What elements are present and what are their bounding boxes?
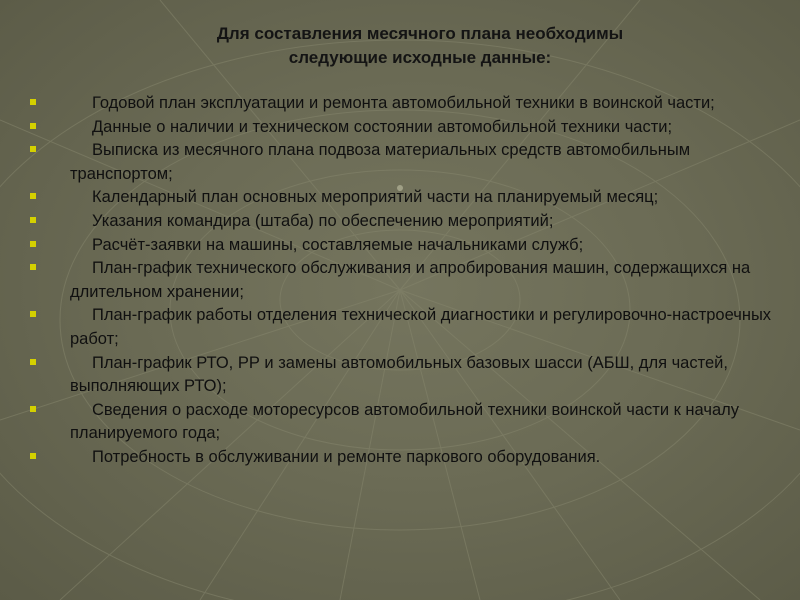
slide-title-line-1: Для составления месячного плана необходимы: [216, 24, 624, 43]
bullet-square-icon: [30, 453, 36, 459]
bullet-square-icon: [30, 123, 36, 129]
list-item-text: Указания командира (штаба) по обеспечению мероприятий;: [92, 211, 554, 230]
list-item-text: Выписка из месячного плана подвоза материальных средств автомобильным транспортом;: [70, 141, 691, 183]
list-item-text: Сведения о расходе моторесурсов автомобильной техники воинской части к началу планируемого года;: [70, 400, 739, 443]
list-item: [30, 304, 775, 351]
bullet-square-icon: [30, 217, 36, 223]
list-item: [30, 399, 775, 446]
bullet-square-icon: [30, 99, 36, 105]
slide-title-line-2: следующие исходные данные:: [288, 48, 552, 67]
list-item: [30, 139, 775, 186]
list-item: [30, 234, 775, 258]
list-item-text: План-график РТО, РР и замены автомобильных базовых шасси (АБШ, для частей, выполняющих РТО);: [70, 353, 728, 396]
bullet-square-icon: [30, 241, 36, 247]
list-item: [30, 186, 775, 210]
bullet-square-icon: [30, 311, 36, 317]
list-item-text: Данные о наличии и техническом состоянии автомобильной техники части;: [92, 117, 673, 136]
bullet-square-icon: [30, 264, 36, 270]
list-item-text: План-график технического обслуживания и апробирования машин, содержащихся на длительном хранении;: [70, 259, 751, 301]
list-item: [30, 92, 775, 116]
list-item-text: Расчёт-заявки на машины, составляемые начальниками служб;: [92, 235, 584, 254]
bullet-square-icon: [30, 146, 36, 152]
list-item: [30, 446, 775, 470]
list-item: [30, 116, 775, 140]
bullet-square-icon: [30, 406, 36, 412]
slide-title: [120, 22, 720, 70]
list-item-text: Потребность в обслуживании и ремонте паркового оборудования.: [92, 447, 601, 466]
list-item-text: Календарный план основных мероприятий части на планируемый месяц;: [92, 188, 659, 207]
bullet-square-icon: [30, 193, 36, 199]
list-item-text: План-график работы отделения технической диагностики и регулировочно-настроечных работ;: [70, 306, 772, 348]
bullet-square-icon: [30, 359, 36, 365]
list-item: [30, 210, 775, 234]
list-item: [30, 257, 775, 304]
list-item-text: Годовой план эксплуатации и ремонта автомобильной техники в воинской части;: [92, 94, 715, 112]
bullet-list: [30, 92, 775, 470]
list-item: [30, 352, 775, 399]
